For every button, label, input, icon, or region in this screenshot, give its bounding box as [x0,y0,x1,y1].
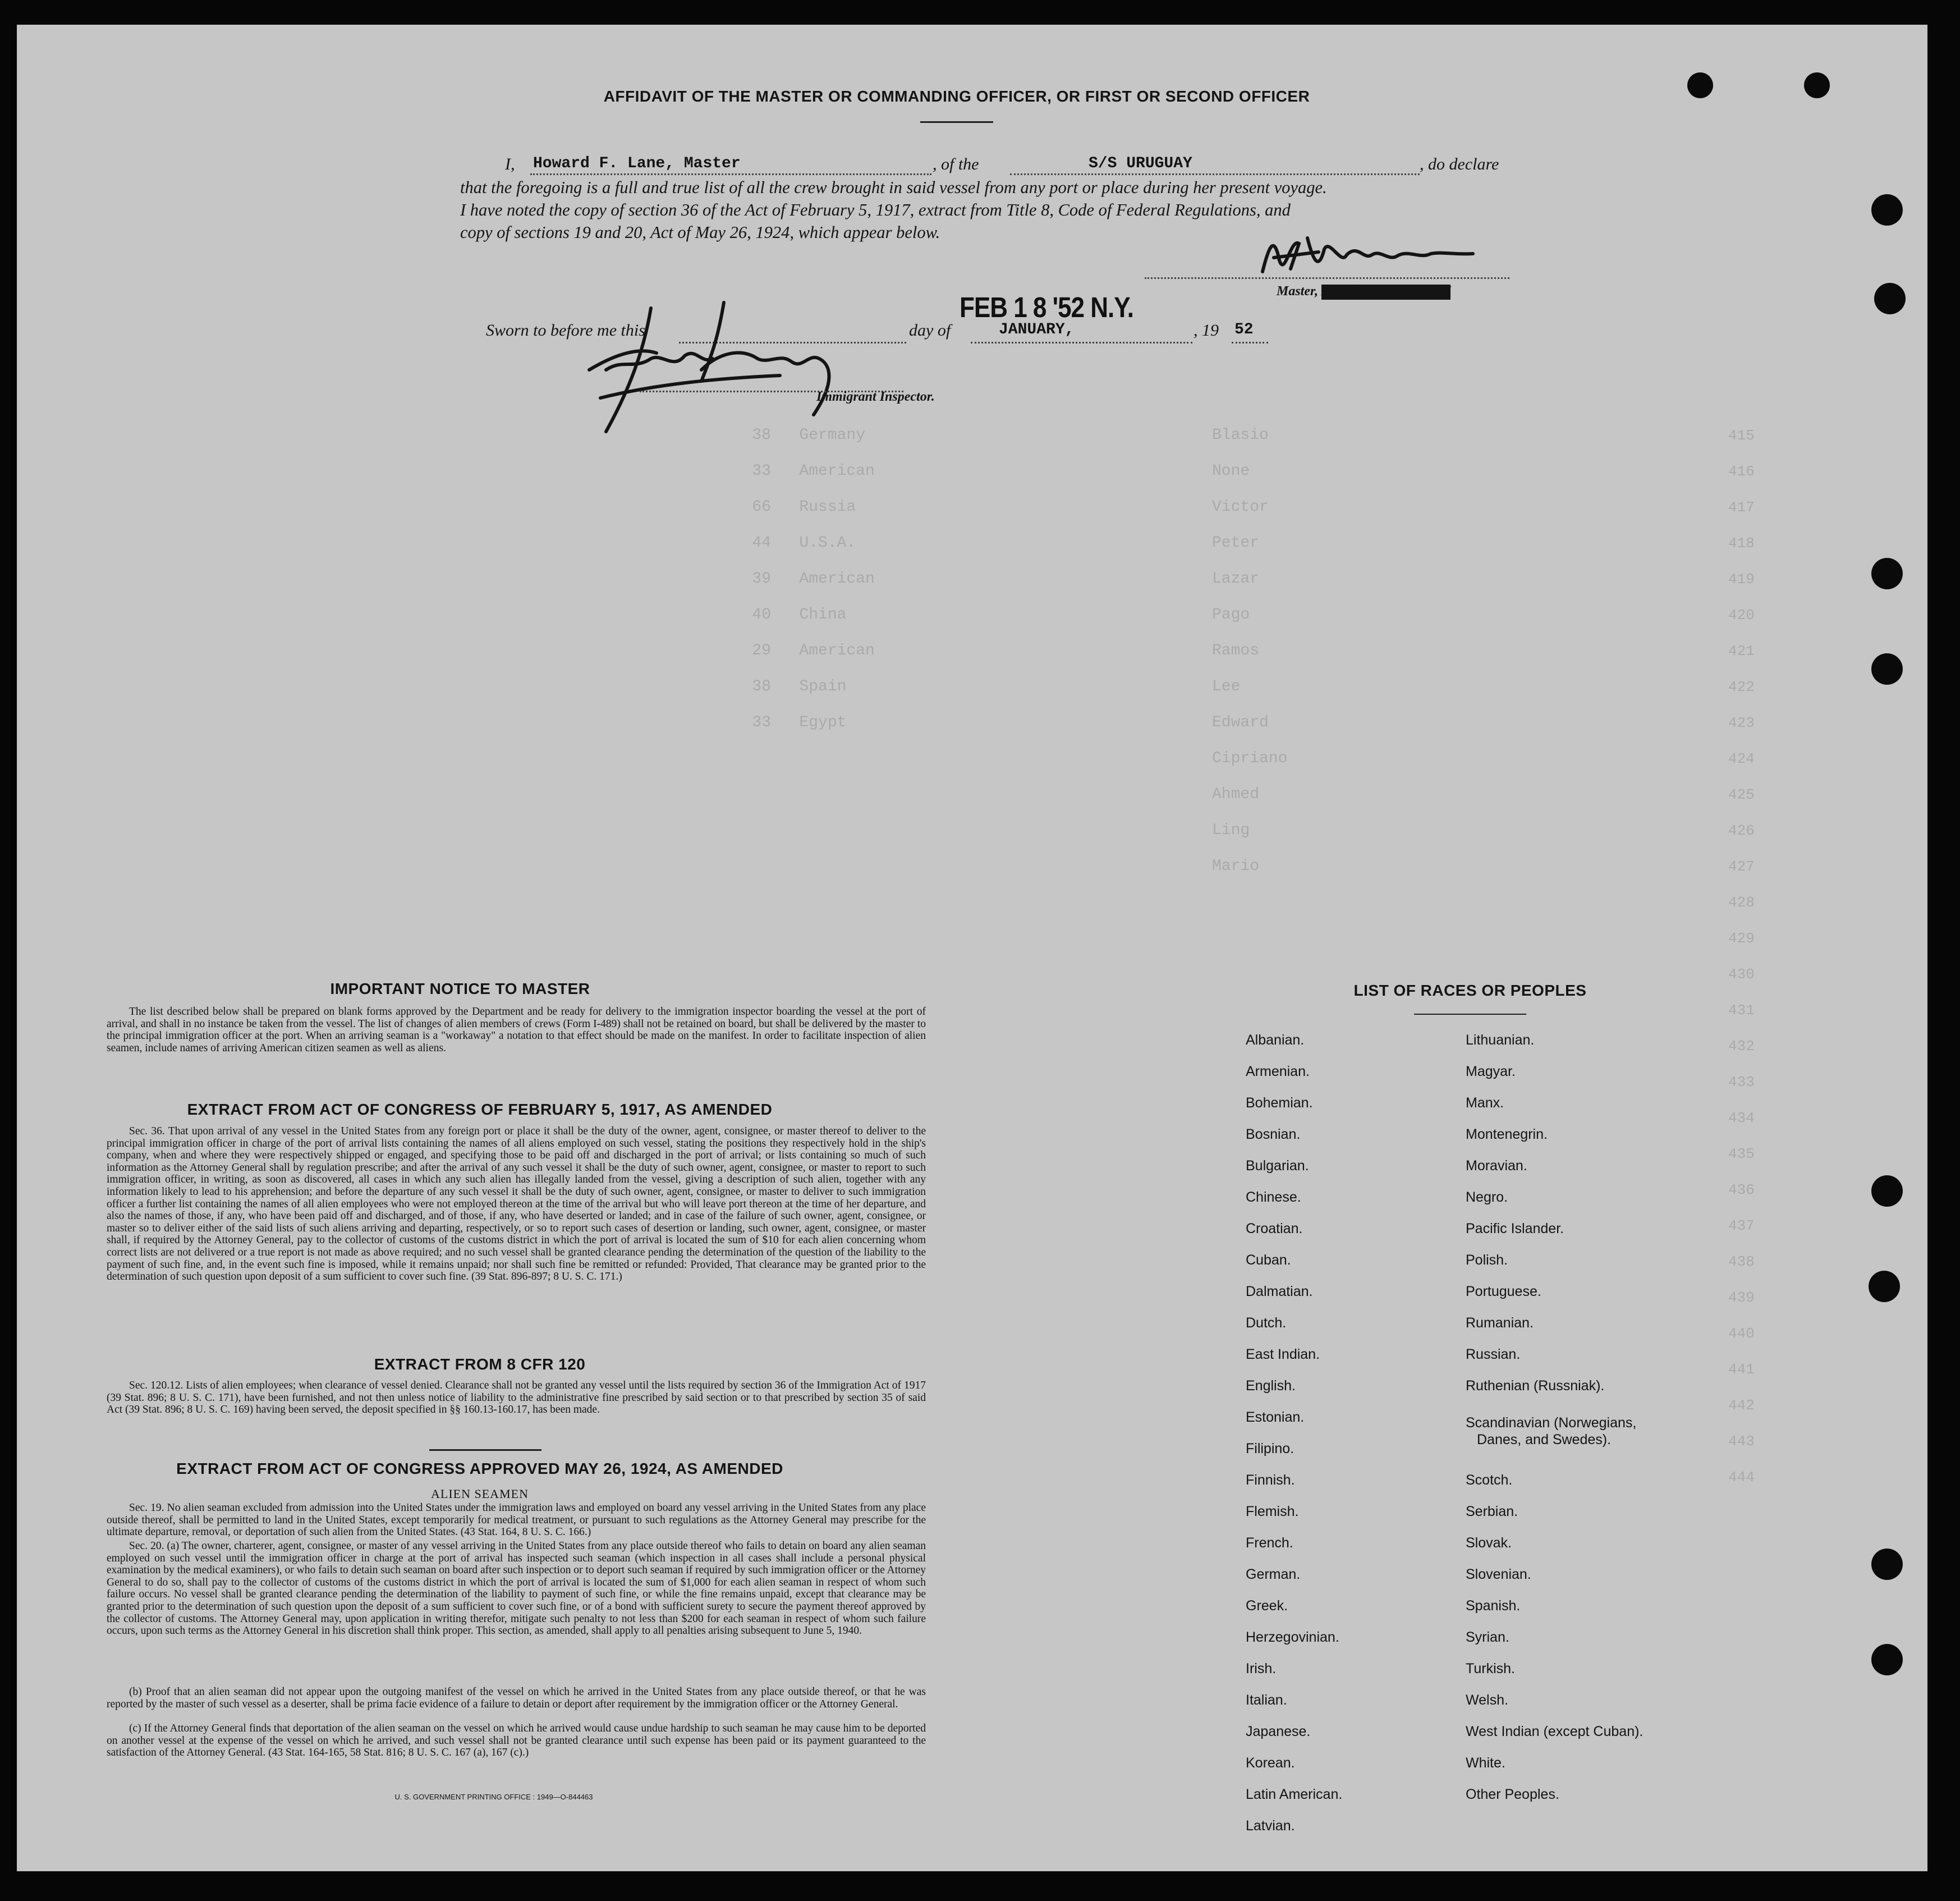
race-item: Cuban. [1246,1252,1291,1268]
race-item: West Indian (except Cuban). [1466,1724,1644,1739]
declaration-line-4: copy of sections 19 and 20, Act of May 26, 1924, which appear below. [460,223,940,242]
extract-1924-sec20c: (c) If the Attorney General finds that deportation of the alien seaman on the vessel on which he arrived would cause undue hardship to such seaman he may cause him to be deported on another vessel at the expense of the vessel on which he arrived, and such vessel shall not be granted clearance until such expense has been paid or its payment guaranteed to the satisfaction of the Attorney General. (43 Stat. 164-165, 58 Stat. 816; 8 U. S. C. 167 (a), 167 (c).) [107,1723,926,1759]
race-item: Filipino. [1246,1441,1295,1456]
race-item: Bohemian. [1246,1095,1313,1111]
race-item: Manx. [1466,1095,1504,1111]
race-item: Chinese. [1246,1189,1301,1205]
master-label: Master, [1277,284,1319,299]
race-item: Pacific Islander. [1466,1221,1564,1236]
race-item: Welsh. [1466,1692,1508,1708]
punch-hole [1871,1175,1903,1207]
race-item: Lithuanian. [1466,1032,1535,1048]
race-item: Scandinavian (Norwegians, [1466,1415,1637,1431]
race-item: Armenian. [1246,1064,1310,1079]
race-item: Turkish. [1466,1661,1515,1676]
title-rule [920,121,993,123]
extract-1924-sec20a: Sec. 20. (a) The owner, charterer, agent, consignee, or master of any vessel arriving in the United States from any place outside thereof who fails to detain on board any alien seaman employed on such vessel until the immigration officer in charge at the port of arrival has inspected such seaman (which inspection in all cases shall include a personal physical examination by the medical examiners), or who fails to detain such seaman on board after such inspection or to deport such seaman if required by such immigration officer or the Attorney General to do so, shall pay to the collector of customs of the customs district in which the port of arrival is located the sum of $1,000 for each alien seaman in respect of whom such failure occurs. No vessel shall be granted clearance pending the determination of the liability to payment of such fine, or while the fine remains unpaid, except that clearance may be granted prior to the determination of such question upon the deposit of a sum sufficient to cover such fine, or of a bond with sufficient surety to secure the payment thereof approved by the collector of customs. The Attorney General may, upon application in writing therefor, mitigate such penalty to not less than $200 for each seaman in respect of whom such failure occurs, upon such terms as the Attorney General in his discretion shall think proper. This section, as amended, shall apply to all penalties arising subsequent to June 5, 1940. [107,1540,926,1637]
vessel-dotted-line [1010,173,1420,175]
extract-1924-sec20b: (b) Proof that an alien seaman did not appear upon the outgoing manifest of the vessel on which he arrived in the United States from any place outside thereof, or that he was reported by the master of such vessel as a deserter, shall be prima facie evidence of a failure to detain or deport after requirement by the immigration officer or the Attorney General. [107,1686,926,1710]
punch-hole [1874,283,1906,314]
race-item: Bulgarian. [1246,1158,1309,1174]
race-item: Greek. [1246,1598,1288,1614]
notice-body: The list described below shall be prepared on blank forms approved by the Department and be ready for delivery to the immigration inspector boarding the vessel at the port of arrival, and shall in no instance be taken from the vessel. The list of changes of alien members of crews (Form I-489) shall not be retained on board, but shall be delivered by the master to the principal immigration officer at the port. When an arriving seaman is a "workaway" a notation to that effect should be made on the manifest. In order to facilitate inspection of alien seamen, include names of arriving American citizen seamen as well as aliens. [107,1006,926,1054]
race-item: East Indian. [1246,1346,1320,1362]
race-item: Korean. [1246,1755,1295,1771]
race-item: English. [1246,1378,1296,1394]
race-item: Magyar. [1466,1064,1516,1079]
race-item: Portuguese. [1466,1284,1541,1299]
month-value: JANUARY, [999,321,1075,338]
master-dotted-line [1145,277,1509,279]
punch-hole [1871,558,1903,589]
month-dotted-line [971,342,1192,343]
extract-1917-body: Sec. 36. That upon arrival of any vessel in the United States from any foreign port or place it shall be the duty of the owner, agent, consignee, or master thereof to deliver to the principal immigration officer in charge of the port of arrival lists containing the names of all aliens employed on such vessel, stating the positions they respectively hold in the ship's company, when and where they were respectively shipped or engaged, and specifying those to be paid off and discharged in the port of arrival; or lists containing so much of such information as the Attorney General shall by regulation prescribe; and after the arrival of any such vessel it shall be the duty of such owner, agent, consignee, or master to report to such immigration officer, in writing, as soon as discovered, all cases in which any such alien has illegally landed from the vessel, giving a description of such alien, together with any information likely to lead to his apprehension; and before the departure of any such vessel it shall be the duty of such owner, agent, consignee, or master to deliver to such immigration officer a further list containing the names of all alien employees who were not employed thereon at the time of the arrival but who will leave port thereon at the time of her departure, and also the names of those, if any, who have been paid off and discharged, and of those, if any, who have deserted or landed; and in case of the failure of such owner, agent, consignee, or master so to deliver either of the said lists of such aliens arriving and departing, respectively, or so to report such cases of desertion or landing, such owner, agent, consignee, or master shall, if required by the Attorney General, pay to the collector of customs of the customs district in which the port of arrival is located the sum of $10 for each alien concerning whom correct lists are not delivered or a true report is not made as above required; and no such vessel shall be granted clearance pending the determination of the question of the liability to the payment of such fine, and, in the event such fine is imposed, while it remains unpaid; nor shall such fine be remitted or refunded: Provided, That clearance may be granted prior to the determination of such question upon deposit of a sum sufficient to cover such fine. (39 Stat. 896-897; 8 U. S. C. 171.) [107,1125,926,1283]
sworn-label: Sworn to before me this [486,321,645,340]
vessel-name: S/S URUGUAY [1089,155,1192,172]
document-page: 415 416 417 418 419 420 421 422 423 424 425 426 427 428 429 430 431 432 433 434 435 436 437 438 439 440 441 442 443 444 Blasio None Victor Peter Lazar Pago Ramos Lee Edward Cipriano Ahmed Ling Mario 38 Germany 33 American 66 Russia 44 U.S.A. 39 American 40 China 29 American 38 Spain 33 Egypt AFFIDAVIT OF THE MASTER OR COMMANDING OFFICER, OR FIRST OR SECOND OFFICER I, Howard F. Lane, Master , of the S/S URUGUAY , do declare that the foregoing is a full and true list of all the crew brought in said vessel from any port or place during her present voyage. I have noted the copy of section 36 of the Act of February 5, 1917, extract from Title 8, Code of Federal Regulations, and copy of sections 19 and 20, Act of May 26, 1924, which appear below. Master, XXXXXXXXXXXXXXXX Sworn to before me this day of JANUARY, , 19 52 FEB 1 8 '52 N.Y. Immigrant Inspector. IMPORTANT NOTICE TO MASTER The list described below shall be prepared on blank forms approved by the Department and be ready for delivery to the immigration inspector boarding the vessel at the port of arrival, and shall in no instance be taken from the vessel. The list of changes of alien members of crews (Form I-489) shall not be retained on board, but shall be delivered by the master to the principal immigration officer at the port. When an arriving seaman is a "workaway" a notation to that effect should be made on the manifest. In order to facilitate inspection of alien seamen, include names of arriving American citizen seamen as well as aliens. EXTRACT FROM ACT OF CONGRESS OF FEBRUARY 5, 1917, AS AMENDED Sec. 36. That upon arrival of any vessel in the United States from any foreign port or place it shall be the duty of the owner, agent, consignee, or master thereof to deliver to the principal immigration officer in charge of the port of arrival lists containing the names of all aliens employed on such vessel, stating the positions they respectively hold in the ship's company, when and where they were respectively shipped or engaged, and specifying those to be paid off and discharged in the port of arrival; or lists containing so much of such information as the Attorney General shall by regulation prescribe; and after the arrival of any such vessel it shall be the duty of such owner, agent, consignee, or master to report to such immigration officer, in writing, as soon as discovered, all cases in which any such alien has illegally landed from the vessel, giving a description of such alien, together with any information likely to lead to his apprehension; and before the departure of any such vessel it shall be the duty of such owner, agent, consignee, or master to deliver to such immigration officer a further list containing the names of all alien employees who were not employed thereon at the time of the arrival but who will leave port thereon at the time of her departure, and also the names of those, if any, who have been paid off and discharged, and of those, if any, who have deserted or landed; and in case of the failure of such owner, agent, consignee, or master so to deliver either of the said lists of such aliens arriving and departing, respectively, or so to report such cases of desertion or landing, such owner, agent, consignee, or master shall, if required by the Attorney General, pay to the collector of customs of the customs district in which the port of arrival is located the sum of $10 for each alien concerning whom correct lists are not delivered or a true report is not made as above required; and no such vessel shall be granted clearance pending the determination of the question of the liability to the payment of such fine, and, in the event such fine is imposed, while it remains unpaid; nor shall such fine be remitted or refunded: Provided, That clearance may be granted prior to the determination of such question upon deposit of a sum sufficient to cover such fine. (39 Stat. 896-897; 8 U. S. C. 171.) EXTRACT FROM 8 CFR 120 Sec. 120.12. Lists of alien employees; when clearance of vessel denied. Clearance shall not be granted any vessel until the lists required by section 36 of the Immigration Act of 1917 (39 Stat. 896; 8 U. S. C. 171), have been furnished, and not then unless notice of liability to the administrative fine prescribed by said section or to that prescribed by section 35 of said Act (39 Stat. 896; 8 U. S. C. 169) having been served, the deposit specified in §§ 160.13-160.17, has been made. EXTRACT FROM ACT OF CONGRESS APPROVED MAY 26, 1924, AS AMENDED ALIEN SEAMEN Sec. 19. No alien seaman excluded from admission into the United States under the immigration laws and employed on board any vessel arriving in the United States from any place outside thereof, shall be permitted to land in the United States, except temporarily for medical treatment, or pursuant to such regulations as the Attorney General may prescribe for the ultimate departure, removal, or deportation of such alien from the United States. (43 Stat. 164, 8 U. S. C. 166.) Sec. 20. (a) The owner, charterer, agent, consignee, or master of any vessel arriving in the United States from any place outside thereof who fails to detain on board any alien seaman employed on such vessel until the immigration officer in charge at the port of arrival has inspected such seaman (which inspection in all cases shall include a personal physical examination by the medical examiners), or who fails to detain such seaman on board after such inspection or to deport such seaman if required by such immigration officer or the Attorney General to do so, shall pay to the collector of customs of the customs district in which the port of arrival is located the sum of $1,000 for each alien seaman in respect of whom such failure occurs. No vessel shall be granted clearance pending the determination of the liability to payment of such fine, or while the fine remains unpaid, except that clearance may be granted prior to the determination of such question upon the deposit of a sum sufficient to cover such fine, or of a bond with sufficient surety to secure the payment thereof approved by the collector of customs. The Attorney General may, upon application in writing therefor, mitigate such penalty to not less than $200 for each seaman in respect of whom such failure occurs, upon such terms as the Attorney General in his discretion shall think proper. This section, as amended, shall apply to all penalties arising subsequent to June 5, 1940. (b) Proof that an alien seaman did not appear upon the outgoing manifest of the vessel on which he arrived in the United States from any place outside thereof, or that he was reported by the master of such vessel as a deserter, shall be prima facie evidence of a failure to detain or deport after requirement by the immigration officer or the Attorney General. (c) If the Attorney General finds that deportation of the alien seaman on the vessel on which he arrived would cause undue hardship to such seaman he may cause him to be deported on another vessel at the expense of the vessel on which he arrived, and such vessel shall not be granted clearance until such expense has been paid or its payment guaranteed to the satisfaction of the Attorney General. (43 Stat. 164-165, 58 Stat. 816; 8 U. S. C. 167 (a), 167 (c).) U. S. GOVERNMENT PRINTING OFFICE : 1949—O-844463 LIST OF RACES OR PEOPLES Albanian. Armenian. Bohemian. Bosnian. Bulgarian. Chinese. Croatian. Cuban. Dalmatian. Dutch. East Indian. English. Estonian. Filipino. Finnish. Flemish. French. German. Greek. Herzegovinian. Irish. Italian. Japanese. Korean. Latin American. Latvian. Lithuanian. Magyar. Manx. Montenegrin. Moravian. Negro. Pacific Islander. Polish. Portuguese. Rumanian. Russian. Ruthenian (Russniak). Scandinavian (Norwegians, Danes, and Swedes). Scotch. Serbian. Slovak. Slovenian. Spanish. Syrian. Turkish. Welsh. West Indian (except Cuban). White. Other Peoples. [17,25,1927,1871]
race-item: Slovak. [1466,1535,1512,1551]
race-item: Moravian. [1466,1158,1527,1174]
races-title: LIST OF RACES OR PEOPLES [1353,982,1587,999]
day-of-label: day of [909,321,951,340]
race-item: Croatian. [1246,1221,1303,1236]
punch-hole [1871,1644,1903,1675]
master-title [1277,284,1451,300]
races-rule [1414,1014,1526,1015]
punch-hole [1871,1549,1903,1580]
race-item: Negro. [1466,1189,1508,1205]
punch-hole [1871,194,1903,226]
master-name: Howard F. Lane, Master [533,155,741,172]
extract-1924-title: EXTRACT FROM ACT OF CONGRESS APPROVED MAY 26, 1924, AS AMENDED [176,1460,783,1477]
declaration-line-2: that the foregoing is a full and true list of all the crew brought in said vessel from any port or place during her present voyage. [460,178,1327,197]
declaration-i: I, [505,155,515,173]
race-item: Italian. [1246,1692,1287,1708]
race-item: Dutch. [1246,1315,1287,1331]
race-item: Rumanian. [1466,1315,1534,1331]
year-prefix: , 19 [1194,321,1219,340]
date-stamp: FEB 1 8 '52 N.Y. [960,292,1133,324]
race-item: White. [1466,1755,1505,1771]
race-item: Ruthenian (Russniak). [1466,1378,1605,1394]
extract-cfr-body: Sec. 120.12. Lists of alien employees; when clearance of vessel denied. Clearance shall not be granted any vessel until the lists required by section 36 of the Immigration Act of 1917 (39 Stat. 896; 8 U. S. C. 171), have been furnished, and not then unless notice of liability to the administrative fine prescribed by said section or to that prescribed by section 35 of said Act (39 Stat. 896; 8 U. S. C. 169) having been served, the deposit specified in §§ 160.13-160.17, has been made. [107,1380,926,1416]
race-item: Dalmatian. [1246,1284,1313,1299]
race-item: Polish. [1466,1252,1508,1268]
race-item: Latin American. [1246,1787,1343,1802]
race-item: Finnish. [1246,1472,1295,1488]
race-item: Danes, and Swedes). [1477,1432,1612,1447]
inspector-label: Immigrant Inspector. [816,390,935,404]
punch-hole [1871,653,1903,685]
race-item: Flemish. [1246,1504,1299,1519]
notice-title: IMPORTANT NOTICE TO MASTER [330,980,590,997]
race-item: Estonian. [1246,1409,1305,1425]
year-dotted-line [1232,342,1268,343]
declaration-line-3: I have noted the copy of section 36 of the Act of February 5, 1917, extract from Title 8, Code of Federal Regulations, and [460,200,1291,219]
year-value: 52 [1234,321,1254,338]
race-item: Latvian. [1246,1818,1295,1834]
race-item: Scotch. [1466,1472,1513,1488]
race-item: Montenegrin. [1466,1126,1548,1142]
do-declare-label: , do declare [1420,155,1499,173]
race-item: Albanian. [1246,1032,1305,1048]
race-item: French. [1246,1535,1293,1551]
name-dotted-line [530,173,931,175]
alien-seamen-subtitle: ALIEN SEAMEN [431,1487,529,1501]
race-item: Russian. [1466,1346,1521,1362]
affidavit-title: AFFIDAVIT OF THE MASTER OR COMMANDING OFFICER, OR FIRST OR SECOND OFFICER [603,88,1310,105]
extract-1924-sec19: Sec. 19. No alien seaman excluded from admission into the United States under the immigration laws and employed on board any vessel arriving in the United States from any place outside thereof, shall be permitted to land in the United States, except temporarily for medical treatment, or pursuant to such regulations as the Attorney General may prescribe for the ultimate departure, removal, or deportation of such alien from the United States. (43 Stat. 164, 8 U. S. C. 166.) [107,1502,926,1538]
extract-cfr-title: EXTRACT FROM 8 CFR 120 [374,1355,586,1373]
race-item: Bosnian. [1246,1126,1301,1142]
master-struck-title: XXXXXXXXXXXXXXXX [1321,285,1451,300]
race-item: Herzegovinian. [1246,1629,1339,1645]
race-item: Irish. [1246,1661,1277,1676]
extract-1917-title: EXTRACT FROM ACT OF CONGRESS OF FEBRUARY 5, 1917, AS AMENDED [187,1101,773,1118]
printer-imprint: U. S. GOVERNMENT PRINTING OFFICE : 1949—O-844463 [394,1793,593,1801]
inspector-signature [572,286,887,443]
punch-hole [1804,72,1830,98]
race-item: Serbian. [1466,1504,1518,1519]
punch-hole [1869,1271,1900,1302]
punch-hole [1687,72,1713,98]
of-the-label: , of the [933,155,979,173]
master-signature [1251,227,1487,288]
race-item: Slovenian. [1466,1566,1531,1582]
race-item: Other Peoples. [1466,1787,1559,1802]
race-item: Spanish. [1466,1598,1521,1614]
race-item: Syrian. [1466,1629,1509,1645]
race-item: Japanese. [1246,1724,1311,1739]
cfr-separator [429,1449,541,1451]
race-item: German. [1246,1566,1301,1582]
